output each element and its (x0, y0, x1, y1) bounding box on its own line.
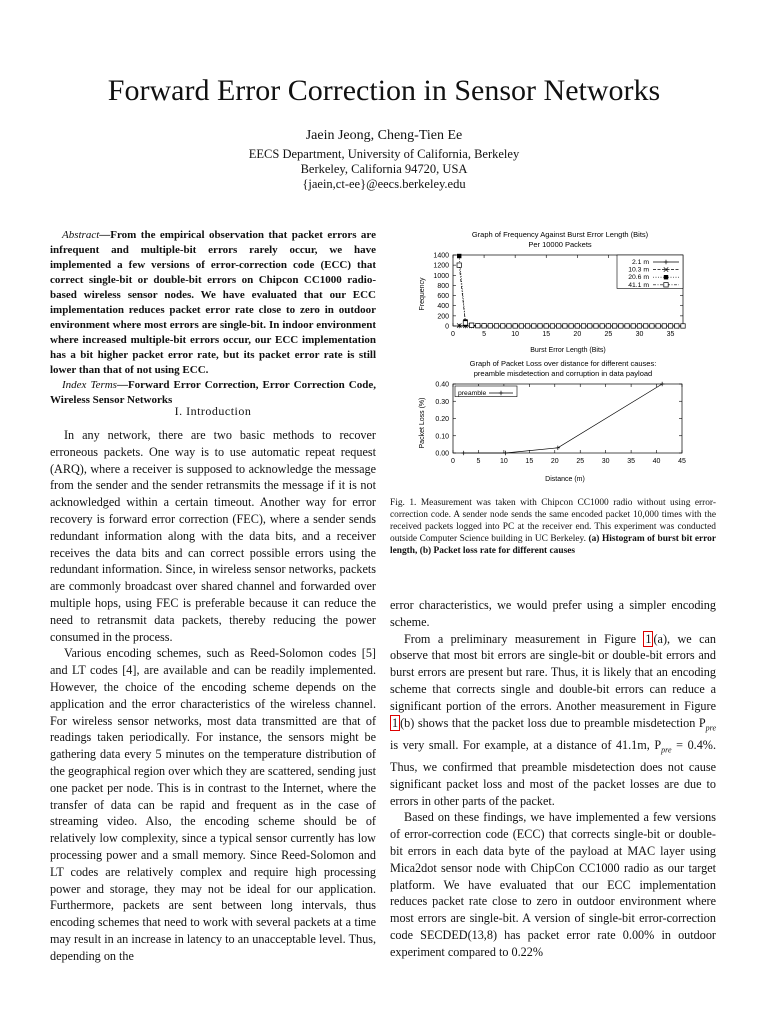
text-fragment: From a preliminary measurement in Figure (404, 631, 644, 646)
x-tick-label: 0 (451, 458, 455, 465)
y-tick-label: 200 (437, 313, 449, 321)
paper-authors: Jaein Jeong, Cheng-Tien Ee (305, 128, 463, 143)
legend-box (617, 255, 683, 288)
data-point (637, 324, 641, 328)
legend-label: 2.1 m (632, 259, 649, 266)
y-tick-label: 1200 (433, 262, 449, 270)
data-point (631, 324, 635, 328)
data-point (507, 324, 511, 328)
text-fragment: (a), we can observe that most bit errors are single-bit or double-bit errors and burst errors are present but rare. Thus, it is likely that an encoding scheme that corrects single and double-bit errors can reduce a significant portion of the errors. Another measurement in Figure (390, 631, 716, 713)
data-point (619, 324, 623, 328)
data-point (476, 323, 480, 327)
y-tick-label: 0.00 (435, 450, 449, 458)
y-tick-label: 1400 (433, 252, 449, 260)
data-point (588, 324, 592, 328)
x-tick-label: 5 (476, 458, 481, 465)
data-point (668, 324, 672, 328)
data-point (581, 324, 585, 328)
x-tick-label: 15 (542, 331, 551, 338)
data-point (675, 324, 679, 328)
data-point (612, 324, 616, 328)
caption-bold-text: (a) Histogram of burst bit error length, (b) Packet loss rate for different causes (390, 534, 716, 556)
data-point (488, 324, 492, 328)
data-point (606, 324, 610, 328)
right-column-body (390, 597, 716, 961)
data-point (457, 254, 461, 258)
legend-marker (664, 283, 668, 287)
text-fragment: is very small. For example, at a distance of 41.1m, P (390, 737, 662, 752)
data-point (550, 324, 554, 328)
y-tick-label: 0.10 (435, 433, 449, 441)
y-tick-label: 600 (437, 293, 449, 301)
y-tick-label: 0.30 (435, 398, 449, 406)
data-point (656, 324, 660, 328)
data-point (600, 324, 604, 328)
caption-text: Fig. 1. Measurement was taken with Chipcon CC1000 radio without using error-correction code. A sender node sends the same encoded packet 10,000 times with the received packets logged into PC at the receiver end. This experiment was conducted outside Computer Science building in UC Berkeley. (390, 498, 716, 544)
x-tick-label: 0 (451, 331, 455, 338)
data-point (482, 324, 486, 328)
chart-a-subtitle: Per 10000 Packets (528, 240, 592, 249)
legend-marker (664, 275, 668, 279)
data-point (525, 324, 529, 328)
x-tick-label: 25 (604, 331, 613, 338)
y-tick-label: 400 (437, 303, 449, 311)
data-point (625, 324, 629, 328)
affiliation-line-2: Berkeley, California 94720, USA (300, 162, 468, 176)
subscript: pre (661, 745, 672, 755)
x-tick-label: 40 (652, 458, 661, 465)
x-tick-label: 30 (601, 458, 610, 465)
chart-b-xlabel: Distance (m) (545, 476, 585, 483)
index-terms-text: —Forward Error Correction, Error Correction Code, Wireless Sensor Networks (50, 379, 376, 406)
y-tick-label: 1000 (433, 272, 449, 280)
legend-label: preamble (458, 390, 487, 397)
x-tick-label: 35 (627, 458, 636, 465)
data-point (662, 324, 666, 328)
data-point (469, 323, 473, 327)
x-tick-label: 25 (576, 458, 585, 465)
legend-label: 41.1 m (628, 281, 649, 289)
x-tick-label: 45 (678, 458, 686, 465)
text-fragment: = 0.4%. Thus, we confirmed that preamble misdetection does not cause significant packet loss and most of the packet losses are due to errors in other parts of the packet. (390, 737, 717, 808)
abstract-label: Abstract (62, 229, 100, 241)
data-point (501, 324, 505, 328)
data-point (532, 324, 536, 328)
right-paragraph-2: Based on these findings, we have implemented a few versions of error-correction code (ECC) that corrects single-bit or double-bit errors in each data byte of the payload at MAC layer using Mica2dot sensor node with ChipCon CC1000 radio as our target platform. We have evaluated that our ECC implementation reduces packet rate close to zero in outdoor environment where most errors are single-bit. A version of single-bit error-correction code SECDED(13,8) has packet error rate 0.00% in outdoor experiment compared to 0.22% (390, 810, 716, 959)
figure-ref-link[interactable]: 1 (645, 631, 652, 646)
figure-ref-link[interactable]: 1 (392, 715, 399, 730)
chart-b-plot (435, 382, 686, 466)
data-point (681, 324, 685, 328)
right-paragraph-1 (390, 631, 716, 810)
x-tick-label: 10 (499, 458, 508, 465)
text-fragment: (b) shows that the packet loss due to preamble misdetection P (400, 715, 706, 730)
data-point (644, 324, 648, 328)
section-heading-introduction: I. Introduction (174, 404, 252, 418)
figure-1b-packet-loss (405, 357, 705, 487)
x-tick-label: 30 (635, 331, 644, 338)
chart-b-subtitle: preamble misdetection and corruption in data payload (473, 369, 653, 378)
y-tick-label: 800 (437, 282, 449, 290)
data-point (569, 324, 573, 328)
legend-label: 10.3 m (628, 266, 649, 274)
chart-b-ylabel: Packet Loss (%) (419, 397, 426, 449)
paper-title: Forward Error Correction in Sensor Networks (107, 74, 661, 107)
data-point (563, 324, 567, 328)
x-tick-label: 20 (550, 458, 559, 465)
data-point (544, 324, 548, 328)
abstract (50, 228, 376, 408)
data-point (457, 263, 461, 267)
data-point (538, 324, 542, 328)
x-tick-label: 35 (666, 331, 675, 338)
y-tick-label: 0 (445, 323, 449, 331)
chart-a-plot (433, 253, 685, 339)
affiliation-email: {jaein,ct-ee}@eecs.berkeley.edu (302, 177, 466, 191)
data-point (494, 324, 498, 328)
chart-b-title: Graph of Packet Loss over distance for different causes: (469, 359, 657, 368)
right-paragraph-0: error characteristics, we would prefer using a simpler encoding scheme. (390, 598, 716, 629)
y-tick-label: 0.40 (435, 381, 449, 389)
chart-a-ylabel: Frequency (419, 277, 426, 311)
x-tick-label: 10 (511, 331, 520, 338)
index-terms-label: Index Terms (62, 379, 117, 391)
x-tick-label: 5 (482, 331, 487, 338)
data-point (519, 324, 523, 328)
data-point (650, 324, 654, 328)
legend-label: 20.6 m (628, 274, 649, 282)
data-point (594, 324, 598, 328)
introduction-body (50, 427, 376, 965)
chart-a-title: Graph of Frequency Against Burst Error Length (Bits) (471, 230, 649, 239)
x-tick-label: 20 (573, 331, 582, 338)
data-point (513, 324, 517, 328)
subscript: pre (705, 723, 716, 733)
data-point (556, 324, 560, 328)
intro-paragraph-1: In any network, there are two basic methods to recover erroneous packets. One way is to use automatic repeat request (ARQ), where a receiver is supposed to acknowledge the message from the sender and the sender retransmits the message if it is not acknowledged within a certain timeout. Another way for error recovery is forward error correction (FEC), where a sender sends redundant information along with the data bits, and a receiver receives the data bits and can correct possible errors using the redundant information. Since, in wireless sensor networks, packets are commonly broadcast over shared channel and forwarded over multiple hops, using FEC is preferable because it can reduce the need to retransmit data packets, thereby reducing the power consumed in the process. (50, 428, 376, 644)
figure-caption (390, 497, 716, 557)
affiliation-line-1: EECS Department, University of California, Berkeley (248, 147, 520, 161)
intro-paragraph-2: Various encoding schemes, such as Reed-Solomon codes [5] and LT codes [4], are available and can be readily implemented. However, the choice of the encoding scheme depends on the application and the error characteristics of the wireless channel. For wireless sensor networks, most data transmitted are that of readings taken periodically. For instance, the sensors might be gathering data every 5 minutes on the temperature distribution of the geographical region over which they are scattered, sending just one packet per node. This is in contrast to the Internet, where the transfer of data can be rapid and frequent as in the case of streaming video. Also, the encoding scheme should be of relatively low complexity, since a typical sensor currently has low processing power and a small memory. Since Reed-Solomon and LT codes are relatively complex and require high processing power and storage, they may not be ideal for our application. Furthermore, packets are sent between long intervals, thus encoding schemes that need to work with several packets at a time may result in an increase in latency to an unacceptable level. Thus, depending on the (50, 646, 376, 963)
abstract-text: —From the empirical observation that packet errors are infrequent and multiple-bit errors rarely occur, we have implemented a few versions of error-correction code (ECC) that correct single-bit or double-bit errors on Chipcon CC1000 radio-based wireless sensor nodes. We have evaluated that our ECC implementation reduces packet error rate close to zero in outdoor environment where most errors are single-bit. In indoor environment where increased multiple-bit errors occur, our ECC implementation has a bit higher packet error rate, but its packet error rate is still lower than that of not using ECC. (50, 229, 376, 376)
data-point (463, 321, 467, 325)
data-point (575, 324, 579, 328)
x-tick-label: 15 (525, 458, 534, 465)
chart-a-xlabel: Burst Error Length (Bits) (530, 347, 606, 354)
figure-1a-histogram (405, 228, 705, 360)
y-tick-label: 0.20 (435, 416, 449, 423)
